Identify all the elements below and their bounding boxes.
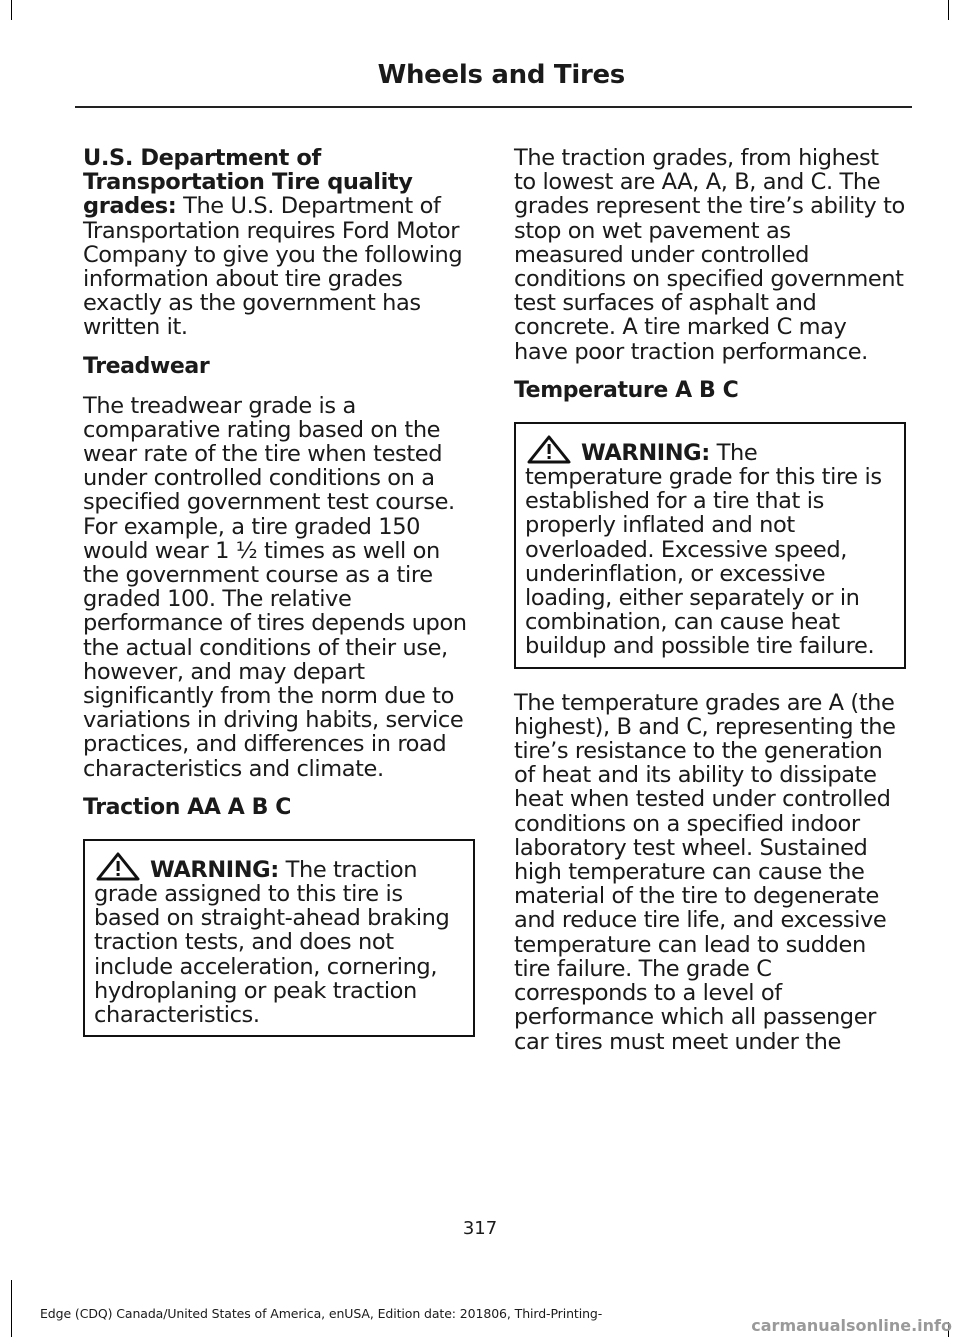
warning-label: WARNING: bbox=[581, 439, 710, 466]
temperature-heading: Temperature A B C bbox=[514, 377, 739, 403]
crop-mark-top-left bbox=[11, 0, 12, 20]
crop-mark-bottom-left bbox=[11, 1280, 12, 1337]
treadwear-paragraph: The treadwear grade is a comparative rating based on the wear rate of the tire when tested under controlled conditions on a specified government test course. For example, a tire graded 150 would wear 1 ½ times as well on the government course as a tire graded 100. The relative performance of tires depends upon the actual conditions of their use, however, and may depart significantly from the norm due to variations in driving habits, service practices, and differences in road characteristics and climate. bbox=[83, 392, 467, 782]
traction-warning-box bbox=[83, 839, 475, 1037]
watermark[interactable]: carmanualsonline.info bbox=[751, 1316, 952, 1335]
temperature-paragraph: The temperature grades are A (the highest), B and C, representing the tire’s resistance to the generation of heat and its ability to dissipate heat when tested under controlled conditions on a specified indoor laboratory test wheel. Sustained high temperature can cause the material of the tire to degenerate and reduce tire life, and excessive temperature can lead to sudden tire failure. The grade C corresponds to a level of performance which all passenger car tires must meet under the bbox=[514, 689, 896, 1055]
intro-lead: U.S. Department of Transportation Tire quality grades: bbox=[83, 145, 413, 220]
left-column bbox=[83, 146, 475, 1059]
traction-heading: Traction AA A B C bbox=[83, 794, 291, 820]
intro-paragraph bbox=[83, 146, 475, 340]
crop-mark-top-right bbox=[948, 0, 949, 20]
page-title: Wheels and Tires bbox=[377, 60, 625, 90]
warning-triangle-icon bbox=[525, 434, 575, 464]
footer-edition: Edge (CDQ) Canada/United States of America, enUSA, Edition date: 201806, Third-Printing- bbox=[40, 1306, 603, 1321]
warning-label: WARNING: bbox=[150, 856, 279, 883]
header-divider bbox=[75, 106, 912, 108]
treadwear-heading: Treadwear bbox=[83, 353, 210, 379]
warning-text: The traction grade assigned to this tire is based on straight-ahead braking traction tests, and does not include acceleration, cornering, hydroplaning or peak traction characteristics. bbox=[94, 856, 450, 1029]
warning-triangle-icon bbox=[94, 851, 144, 881]
warning-text: The temperature grade for this tire is established for a tire that is properly inflated and not overloaded. Excessive speed, underinflation, or excessive loading, either separately or in combination, can cause heat buildup and possible tire failure. bbox=[525, 439, 882, 660]
right-column bbox=[514, 146, 906, 1068]
intro-text: The U.S. Department of Transportation requires Ford Motor Company to give you the following information about tire grades exactly as the government has written it. bbox=[83, 193, 463, 341]
page-number: 317 bbox=[462, 1218, 498, 1239]
temperature-warning-box bbox=[514, 422, 906, 669]
traction-grades-paragraph: The traction grades, from highest to lowest are AA, A, B, and C. The grades represent the tire’s ability to stop on wet pavement as measured under controlled conditions on specified government test surfaces of asphalt and concrete. A tire marked C may have poor traction performance. bbox=[514, 145, 905, 365]
